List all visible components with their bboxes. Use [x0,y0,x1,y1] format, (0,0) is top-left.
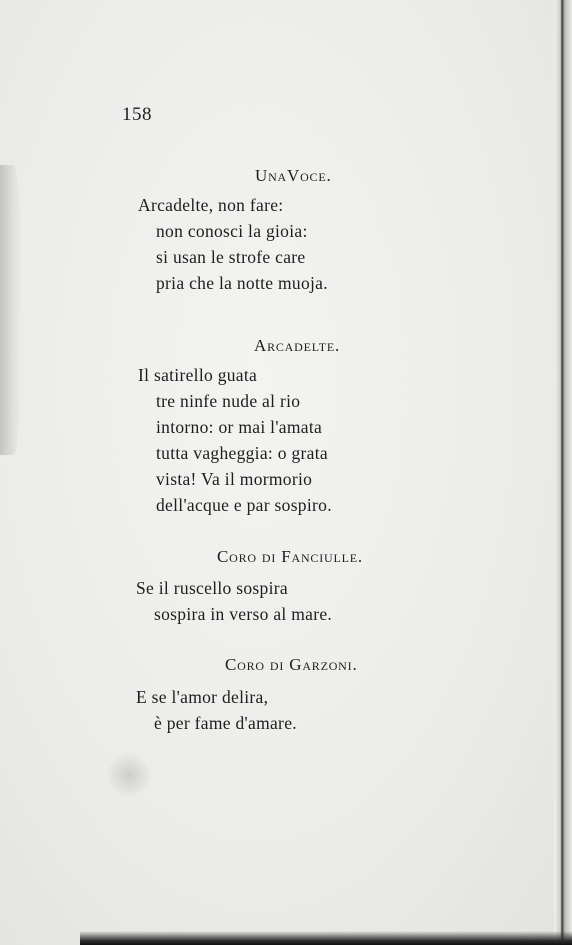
verse-line: non conosci la gioia: [156,221,308,241]
page-bottom-edge [80,931,572,945]
verse-line: si usan le strofe care [156,247,306,267]
page-number: 158 [122,104,152,125]
verse-line: Il satirello guata [138,365,258,385]
verse-stanza [136,575,332,627]
speaker-heading: Coro di Garzoni. [225,655,358,674]
verse-line: Se il ruscello sospira [136,578,288,598]
verse-stanza [138,362,332,518]
speaker-heading: Arcadelte. [254,336,341,355]
verse-line: dell'acque e par sospiro. [156,495,332,515]
verse-line: tre ninfe nude al rio [156,391,301,411]
speaker-heading: Coro di Fanciulle. [217,547,363,566]
speaker-heading: UnaVoce. [255,166,332,185]
verse-line: sospira in verso al mare. [154,604,333,624]
torn-left-margin [0,165,22,455]
verse-stanza [136,684,297,736]
verse-line: vista! Va il mormorio [156,469,313,489]
page-right-edge [554,0,572,945]
verse-line: è per fame d'amare. [154,713,297,733]
verse-line: pria che la notte muoja. [156,273,328,293]
paper-stain [106,752,152,798]
verse-line: E se l'amor delira, [136,687,269,707]
verse-line: intorno: or mai l'amata [156,417,323,437]
verse-line: Arcadelte, non fare: [138,195,284,215]
verse-stanza [138,192,328,296]
verse-line: tutta vagheggia: o grata [156,443,328,463]
